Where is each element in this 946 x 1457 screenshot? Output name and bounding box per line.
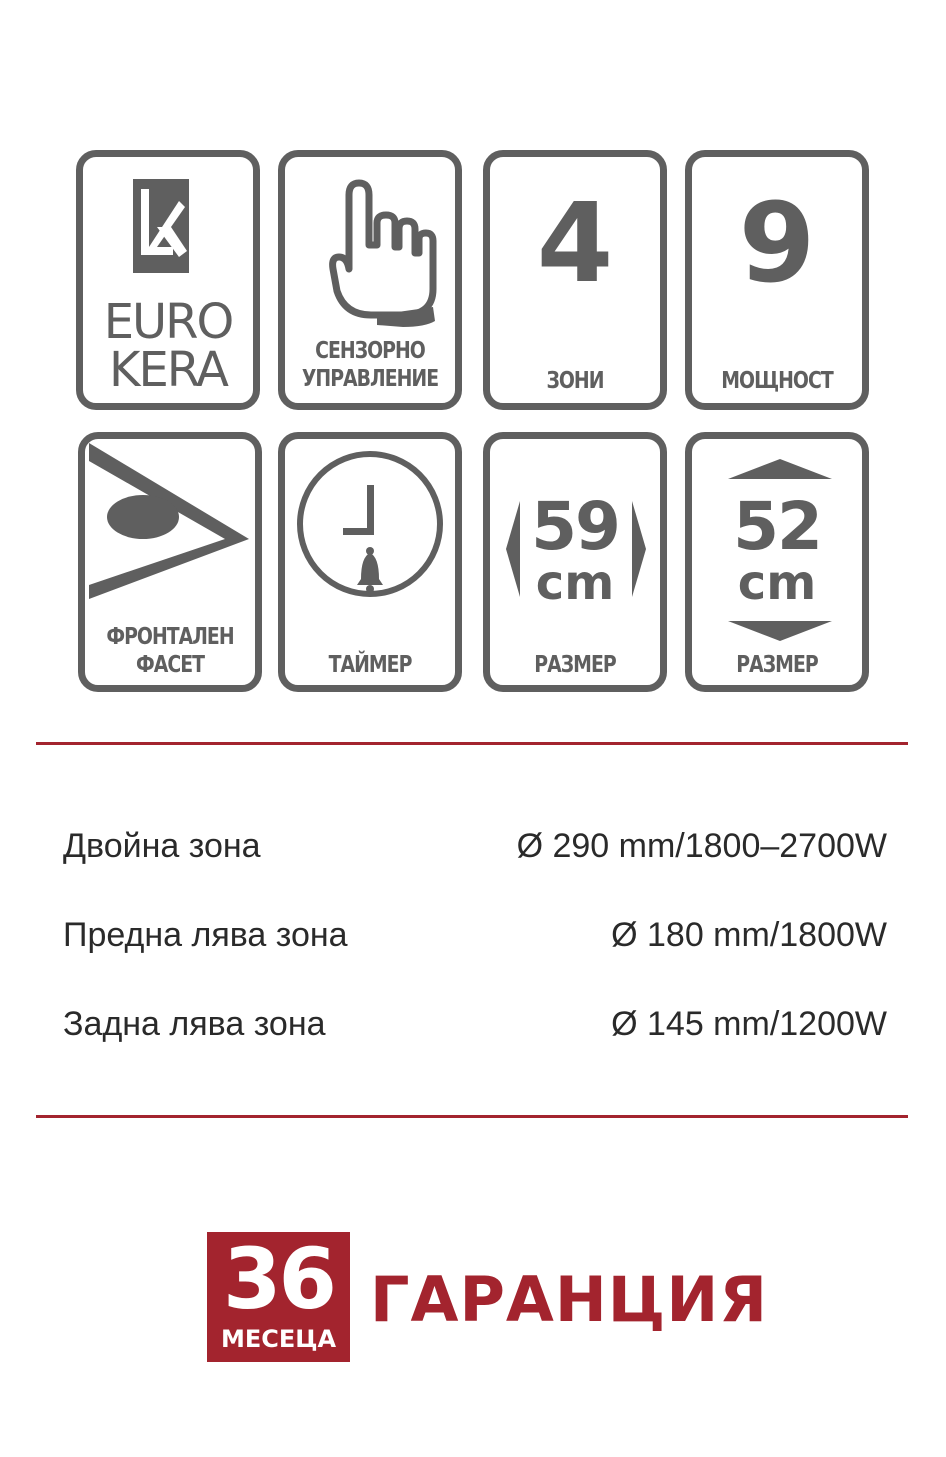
clock-bell-icon xyxy=(285,439,455,685)
spec-value: Ø 145 mm/1200W xyxy=(611,1005,887,1043)
spec-label: Задна лява зона xyxy=(63,1005,326,1043)
warranty-unit: МЕСЕЦА xyxy=(220,1325,337,1353)
bottom-divider xyxy=(36,1115,908,1118)
spec-row xyxy=(63,827,887,871)
top-divider xyxy=(36,742,908,745)
zones-caption: ЗОНИ xyxy=(546,368,604,394)
touch-caption-line2: УПРАВЛЕНИЕ xyxy=(301,366,439,392)
zones-value: 4 xyxy=(536,179,614,307)
width-value: 59 xyxy=(531,488,619,565)
depth-caption: РАЗМЕР xyxy=(736,652,818,678)
warranty-title: ГАРАНЦИЯ xyxy=(370,1263,768,1336)
feature-power-levels xyxy=(685,150,869,410)
power-value: 9 xyxy=(738,179,816,307)
facet-caption-line1: ФРОНТАЛЕН xyxy=(106,624,234,650)
spec-value: Ø 180 mm/1800W xyxy=(611,916,887,954)
timer-caption: ТАЙМЕР xyxy=(328,652,412,678)
feature-depth xyxy=(685,432,869,692)
spec-row xyxy=(63,916,887,960)
feature-zones xyxy=(483,150,667,410)
feature-timer xyxy=(278,432,462,692)
feature-eurokera xyxy=(76,150,260,410)
width-caption: РАЗМЕР xyxy=(534,652,616,678)
spec-label: Двойна зона xyxy=(63,827,261,865)
spec-label: Предна лява зона xyxy=(63,916,348,954)
depth-unit: cm xyxy=(737,555,817,611)
touch-caption-line1: СЕНЗОРНО xyxy=(315,338,425,364)
feature-width xyxy=(483,432,667,692)
eurokera-line1: EURO xyxy=(103,294,233,350)
warranty-badge xyxy=(207,1232,350,1362)
warranty-number: 36 xyxy=(223,1230,334,1328)
spec-value: Ø 290 mm/1800–2700W xyxy=(516,827,887,865)
width-unit: cm xyxy=(535,555,615,611)
spec-row xyxy=(63,1005,887,1049)
power-caption: МОЩНОСТ xyxy=(721,368,833,394)
feature-touch-control xyxy=(278,150,462,410)
facet-caption-line2: ФАСЕТ xyxy=(136,652,204,678)
eurokera-line2: KERA xyxy=(108,342,228,398)
feature-front-facet xyxy=(78,432,262,692)
depth-value: 52 xyxy=(733,488,821,565)
